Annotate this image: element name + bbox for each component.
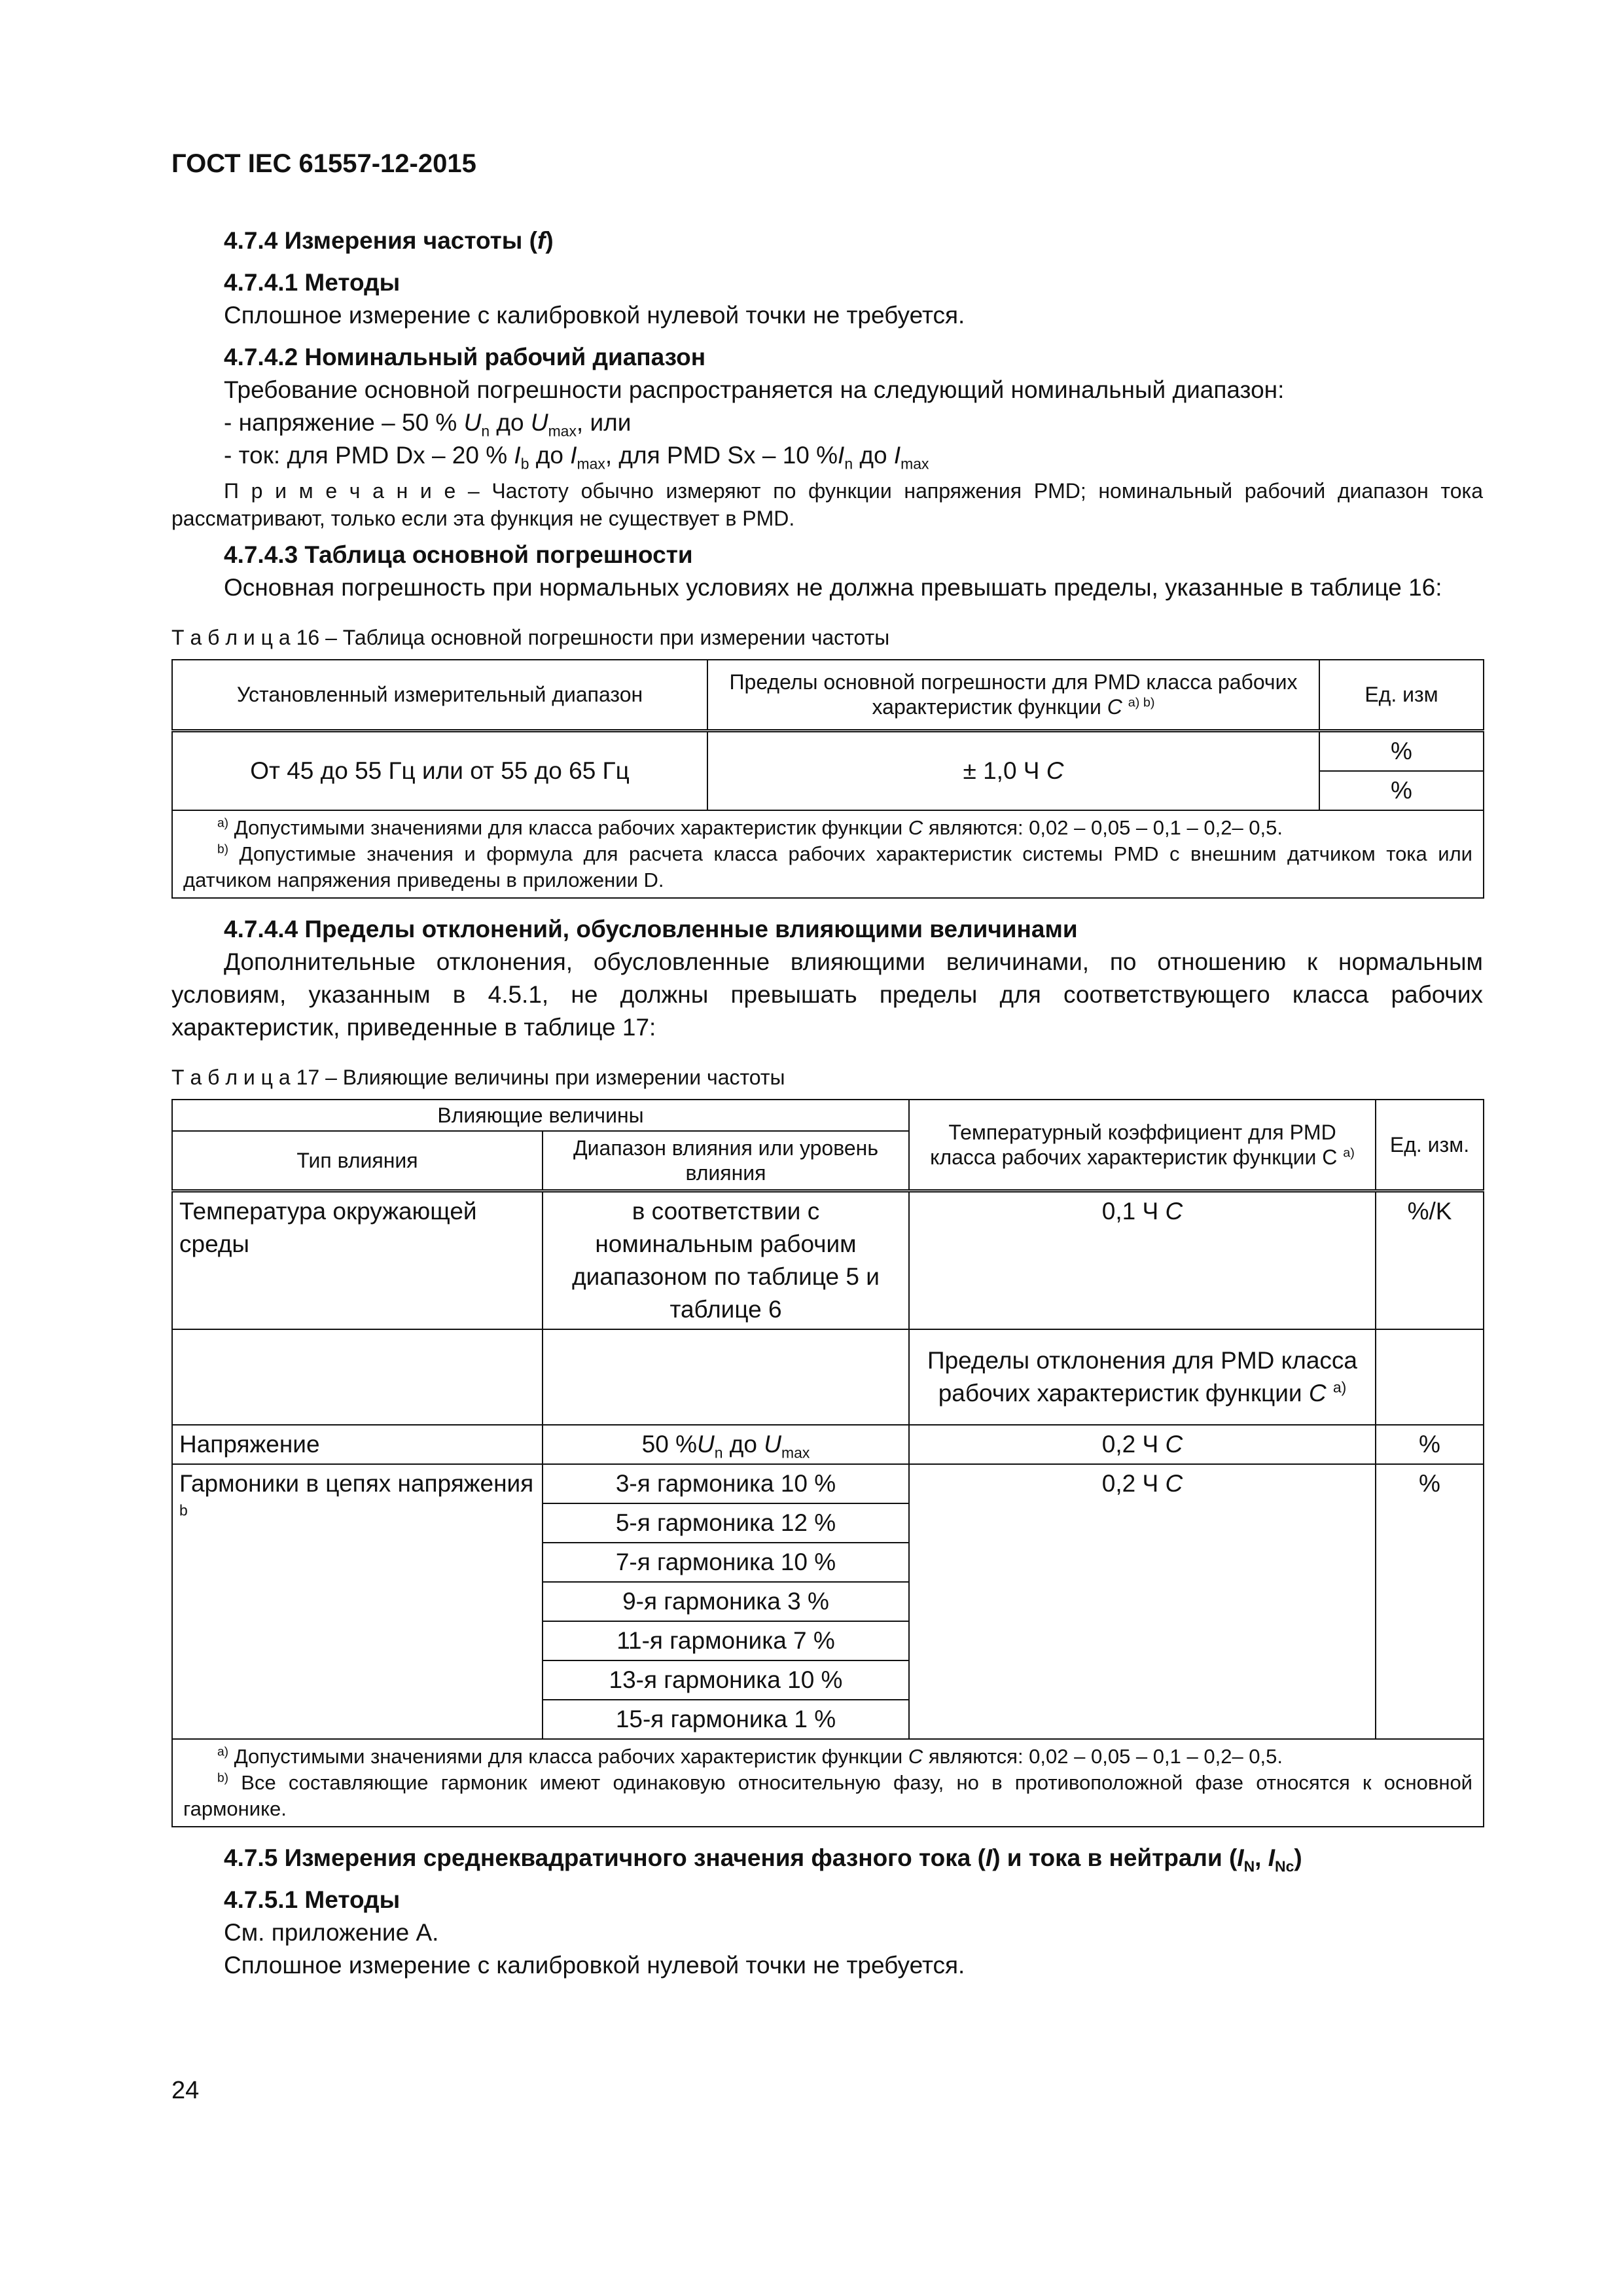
table-17-caption: Т а б л и ц а 17 – Влияющие величины при измерении частоты: [171, 1065, 785, 1089]
table-17-row-harmonics-value: 0,2 Ч C: [909, 1464, 1376, 1739]
table-17-header-range: Диапазон влияния или уровень влияния: [543, 1131, 909, 1191]
bullet-current: - ток: для PMD Dx – 20 % $I_b$ до $I_{max}$, для PMD Sx – 10 $\%I_n$ до $I_{max}$: [224, 442, 929, 473]
page-content: [171, 224, 1483, 1982]
table-17-harmonic: 3-я гармоника 10 %: [543, 1464, 909, 1503]
table-17-header-unit: Ед. изм.: [1376, 1100, 1484, 1191]
table-17-footnotes: [172, 1739, 1484, 1827]
table-16-footnotes: [172, 810, 1484, 898]
table-17-empty-cell: [1376, 1329, 1484, 1425]
section-4-7-5-1-text-1: См. приложение А.: [224, 1919, 439, 1946]
table-16-footnote-b: $^{b)}$ Допустимые значения и формула для расчета класса рабочих характеристик системы PMD с внешним датчиком тока или датчиком напряжения приведены в приложении D.: [183, 842, 1472, 891]
table-17-row-temperature-type: Температура окружающей среды: [172, 1191, 543, 1330]
table-16-header-unit: Ед. изм: [1319, 660, 1484, 730]
table-17-row-voltage-type: Напряжение: [172, 1425, 543, 1464]
section-4-7-4-2-title: 4.7.4.2 Номинальный рабочий диапазон: [224, 344, 706, 370]
table-16-caption: Т а б л и ц а 16 – Таблица основной погрешности при измерении частоты: [171, 626, 890, 649]
section-4-7-4-3-text: Основная погрешность при нормальных условиях не должна превышать пределы, указанные в таблице 16:: [224, 574, 1442, 601]
page-number: 24: [171, 2077, 200, 2104]
table-16-limit: ± 1,0 Ч C: [707, 730, 1319, 810]
section-4-7-4-1-text: Сплошное измерение с калибровкой нулевой точки не требуется.: [224, 302, 965, 329]
table-17-empty-cell: [172, 1329, 543, 1425]
table-17-row-voltage-range: 50 $\%U_n$ до $U_{max}$: [543, 1425, 909, 1464]
note: П р и м е ч а н и е – Частоту обычно измеряют по функции напряжения PMD; номинальный рабочий диапазон тока рассматривают, только если эта функция не существует в PMD.: [171, 479, 1484, 530]
table-17-header-coef: Температурный коэффициент для PMD класса рабочих характеристик функции С $^{a)}$: [909, 1100, 1376, 1191]
section-4-7-4-4-title: 4.7.4.4 Пределы отклонений, обусловленные влияющими величинами: [224, 915, 1078, 942]
table-17-row-harmonics-unit: %: [1376, 1464, 1484, 1739]
bullet-voltage: - напряжение – 50 % $U_n$ до $U_{max}$, или: [224, 409, 632, 440]
table-16: [171, 659, 1484, 899]
table-16-header-limit: Пределы основной погрешности для PMD класса рабочих характеристик функции C $^{a) b)}$: [707, 660, 1319, 730]
section-4-7-4-2-text: Требование основной погрешности распространяется на следующий номинальный диапазон:: [224, 376, 1285, 403]
section-4-7-4-1-title: 4.7.4.1 Методы: [224, 269, 401, 296]
table-16-unit-2: %: [1319, 771, 1484, 810]
table-17-row-temperature-value: 0,1 Ч C: [909, 1191, 1376, 1330]
table-16-header-range: Установленный измерительный диапазон: [172, 660, 707, 730]
table-16-range: От 45 до 55 Гц или от 55 до 65 Гц: [172, 730, 707, 810]
table-17-row-voltage-value: 0,2 Ч C: [909, 1425, 1376, 1464]
section-4-7-5-title: 4.7.5 Измерения среднеквадратичного значения фазного тока (I) и тока в нейтрали ($I_N$, $I_{Nc}$): [224, 1844, 1302, 1875]
table-17-harmonic: 7-я гармоника 10 %: [543, 1543, 909, 1582]
section-4-7-4-title: 4.7.4 Измерения частоты (f): [224, 227, 554, 254]
table-17-row-temperature-range: в соответствии с номинальным рабочим диапазоном по таблице 5 и таблице 6: [543, 1191, 909, 1330]
table-16-footnote-a: $^{a)}$ Допустимыми значениями для класса рабочих характеристик функции C являются: 0,02 – 0,05 – 0,1 – 0,2– 0,5.: [217, 816, 1283, 839]
table-17-header-type: Тип влияния: [172, 1131, 543, 1191]
table-17-harmonic: 11-я гармоника 7 %: [543, 1621, 909, 1660]
table-17-row-harmonics-type: Гармоники в цепях напряжения $^b$: [172, 1464, 543, 1739]
table-17: [171, 1099, 1484, 1828]
section-4-7-5-1-title: 4.7.5.1 Методы: [224, 1886, 401, 1913]
table-17-harmonic: 9-я гармоника 3 %: [543, 1582, 909, 1621]
section-4-7-4-4-text: Дополнительные отклонения, обусловленные влияющими величинами, по отношению к нормальным условиям, указанным в 4.5.1, не должны превышать пределы для соответствующего класса рабочих характеристик, приведенные в таблице 17:: [171, 948, 1483, 1041]
table-17-deviation-header: Пределы отклонения для PMD класса рабочих характеристик функции C $^{a)}$: [909, 1329, 1376, 1425]
section-4-7-5-1-text-2: Сплошное измерение с калибровкой нулевой точки не требуется.: [224, 1952, 965, 1979]
table-17-row-voltage-unit: %: [1376, 1425, 1484, 1464]
table-17-harmonic: 13-я гармоника 10 %: [543, 1660, 909, 1700]
table-17-row-temperature-unit: %/K: [1376, 1191, 1484, 1330]
table-17-footnote-b: $^{b)}$ Все составляющие гармоник имеют одинаковую относительную фазу, но в противоположной фазе относятся к основной гармонике.: [183, 1771, 1472, 1820]
table-17-harmonic: 5-я гармоника 12 %: [543, 1503, 909, 1543]
table-17-header-group: Влияющие величины: [172, 1100, 909, 1131]
table-16-unit-1: %: [1319, 730, 1484, 771]
section-4-7-4-3-title: 4.7.4.3 Таблица основной погрешности: [224, 541, 693, 568]
table-17-harmonic: 15-я гармоника 1 %: [543, 1700, 909, 1739]
table-17-empty-cell: [543, 1329, 909, 1425]
table-17-footnote-a: $^{a)}$ Допустимыми значениями для класса рабочих характеристик функции C являются: 0,02 – 0,05 – 0,1 – 0,2– 0,5.: [217, 1745, 1283, 1768]
document-header: ГОСТ IEC 61557-12-2015: [171, 149, 476, 178]
